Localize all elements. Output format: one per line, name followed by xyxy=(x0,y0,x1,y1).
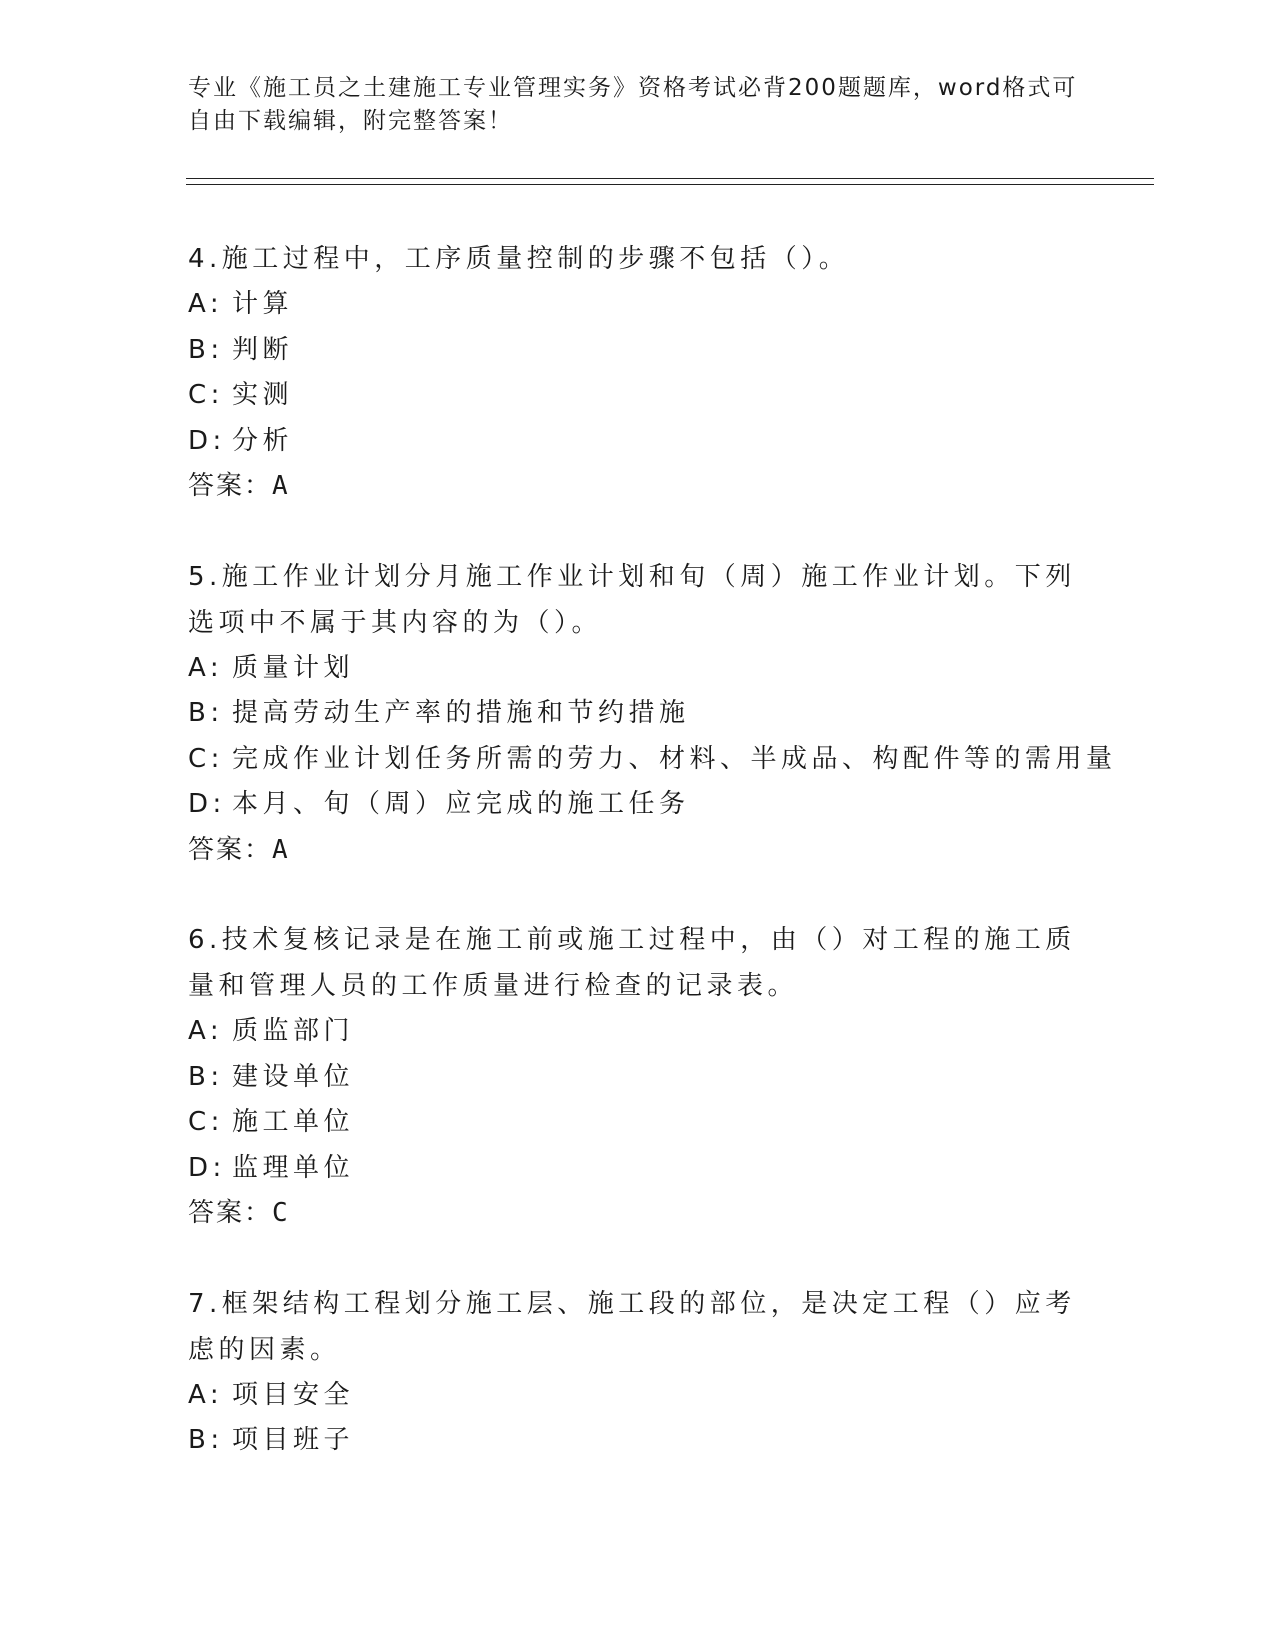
answer-label: 答案： xyxy=(188,834,273,865)
option-key: C: xyxy=(188,380,224,410)
answer-value: A xyxy=(272,834,290,865)
option-a xyxy=(188,1373,1088,1419)
header-title: 专业《施工员之土建施工专业管理实务》资格考试必背200题题库，word格式可自由下载编辑，附完整答案！ xyxy=(188,75,1078,134)
option-key: C: xyxy=(188,743,224,774)
option-text: 项目安全 xyxy=(232,1379,355,1410)
option-key: D: xyxy=(188,789,226,819)
option-key: B: xyxy=(188,698,224,728)
question-item xyxy=(188,917,1088,1237)
option-key: D: xyxy=(188,1152,226,1183)
option-text: 判断 xyxy=(232,334,294,365)
option-key: B: xyxy=(188,1061,224,1092)
document-header xyxy=(188,72,1088,138)
option-c xyxy=(188,737,1117,783)
option-text: 施工单位 xyxy=(232,1107,355,1137)
question-stem: 5.施工作业计划分月施工作业计划和旬（周）施工作业计划。下列选项中不属于其内容的为（）。 xyxy=(188,561,1076,638)
option-text: 提高劳动生产率的措施和节约措施 xyxy=(232,698,690,728)
option-key: A: xyxy=(188,652,224,683)
option-key: A: xyxy=(188,289,224,319)
option-b xyxy=(188,1418,1088,1464)
option-text: 分析 xyxy=(232,425,294,456)
option-key: A: xyxy=(188,1016,224,1046)
option-b xyxy=(188,691,1088,737)
question-stem: 4.施工过程中，工序质量控制的步骤不包括（）。 xyxy=(188,244,850,274)
option-c xyxy=(188,1100,1088,1146)
option-text: 质量计划 xyxy=(232,652,355,683)
option-a xyxy=(188,282,1088,328)
question-item xyxy=(188,554,1117,874)
option-text: 项目班子 xyxy=(232,1425,355,1455)
option-d xyxy=(188,1146,1088,1192)
header-divider xyxy=(186,178,1154,185)
answer-value: A xyxy=(272,471,290,501)
option-key: C: xyxy=(188,1107,224,1137)
option-key: D: xyxy=(188,425,226,456)
answer-label: 答案： xyxy=(188,471,273,501)
option-key: B: xyxy=(188,1425,224,1455)
option-text: 监理单位 xyxy=(232,1152,355,1183)
option-text: 实测 xyxy=(232,380,294,410)
question-item xyxy=(188,236,1088,510)
answer-line xyxy=(188,1191,1088,1237)
option-b xyxy=(188,328,1088,374)
answer-label: 答案： xyxy=(188,1198,273,1228)
question-list xyxy=(188,236,1117,1508)
option-b xyxy=(188,1055,1088,1101)
question-stem: 6.技术复核记录是在施工前或施工过程中，由（）对工程的施工质量和管理人员的工作质量进行检查的记录表。 xyxy=(188,925,1076,1001)
option-text: 质监部门 xyxy=(232,1016,355,1046)
question-stem: 7.框架结构工程划分施工层、施工段的部位，是决定工程（）应考虑的因素。 xyxy=(188,1288,1076,1365)
option-key: B: xyxy=(188,334,224,365)
option-key: A: xyxy=(188,1379,224,1410)
question-item xyxy=(188,1281,1088,1464)
option-c xyxy=(188,373,1088,419)
option-a xyxy=(188,1009,1088,1055)
option-text: 本月、旬（周）应完成的施工任务 xyxy=(232,789,690,819)
option-text: 建设单位 xyxy=(232,1061,355,1092)
option-text: 完成作业计划任务所需的劳力、材料、半成品、构配件等的需用量 xyxy=(232,743,1117,774)
option-d xyxy=(188,419,1088,465)
answer-line xyxy=(188,828,1088,874)
answer-line xyxy=(188,464,1088,510)
option-text: 计算 xyxy=(232,289,294,319)
answer-value: C xyxy=(272,1198,290,1228)
option-d xyxy=(188,782,1088,828)
option-a xyxy=(188,646,1088,692)
